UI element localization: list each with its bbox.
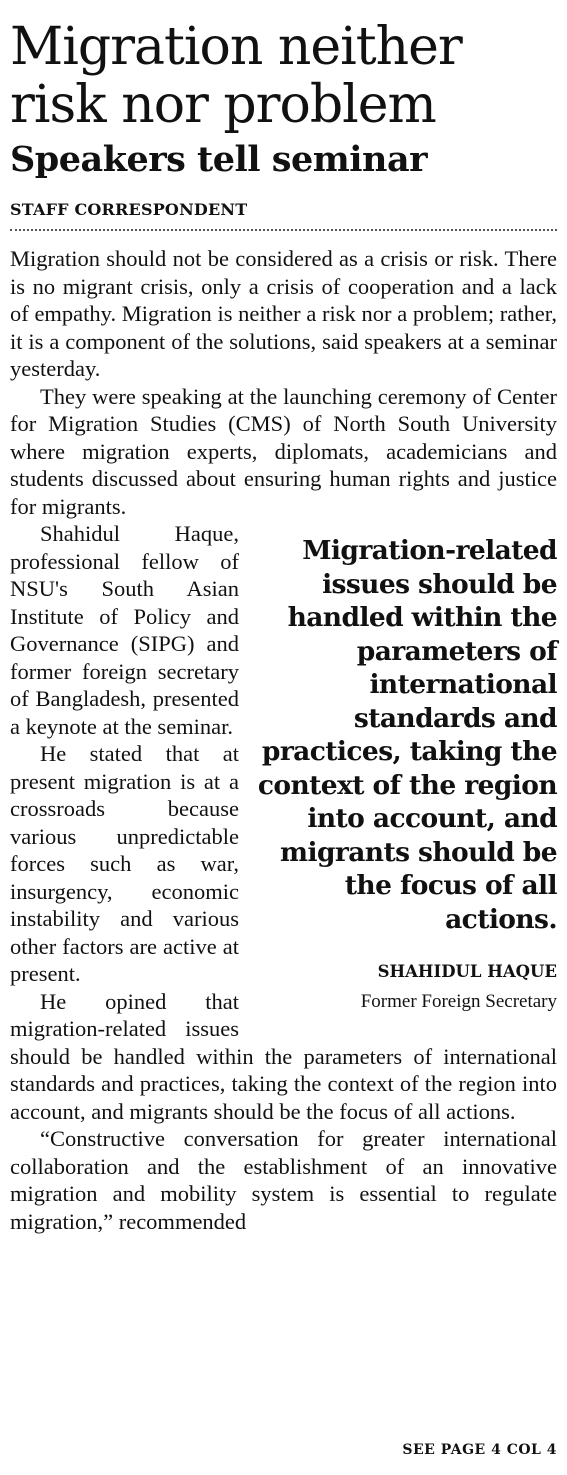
paragraph: “Constructive conversation for greater international collaboration and the establishment of an innovative migration and mobility system is essential to regulate migration,” recommended	[10, 1126, 557, 1234]
dotted-divider	[10, 229, 557, 231]
article	[10, 0, 557, 1235]
pull-quote	[257, 534, 557, 1015]
headline: Migration neither risk nor problem	[10, 17, 462, 135]
subheadline: Speakers tell seminar	[10, 139, 428, 180]
article-body	[10, 245, 557, 1235]
paragraph: He stated that at present migration is at a crossroads because various unpredictable forces such as war, insurgency, economic instability and various other factors are active at present.	[10, 741, 239, 986]
pull-quote-text: Migration-related issues should be handled within the parameters of international standards and practices, taking the context of the region into account, and migrants should be the focus of all actions.	[257, 535, 557, 935]
pull-quote-attribution-name: SHAHIDUL HAQUE	[377, 962, 557, 981]
byline: STAFF CORRESPONDENT	[10, 200, 248, 219]
continuation-jump[interactable]: SEE PAGE 4 COL 4	[402, 1442, 557, 1458]
pull-quote-attribution-title: Former Foreign Secretary	[360, 990, 557, 1012]
paragraph: They were speaking at the launching ceremony of Center for Migration Studies (CMS) of North South University where migration experts, diplomats, academicians and students discussed about ensuring human rights and justice for migrants.	[10, 383, 557, 519]
paragraph: Migration should not be considered as a crisis or risk. There is no migrant crisis, only a crisis of cooperation and a lack of empathy. Migration is neither a risk nor a problem; rather, it is a component of the solutions, said speakers at a seminar yesterday.	[10, 246, 557, 381]
paragraph: Shahidul Haque, professional fellow of NSU's South Asian Institute of Policy and Governance (SIPG) and former foreign secretary of Bangladesh, presented a keynote at the seminar.	[10, 521, 239, 739]
paragraph: He opined that migration-related issues should be handled within the parameters of international standards and practices, taking the context of the region into account, and migrants should be the focus of all actions.	[10, 988, 557, 1124]
